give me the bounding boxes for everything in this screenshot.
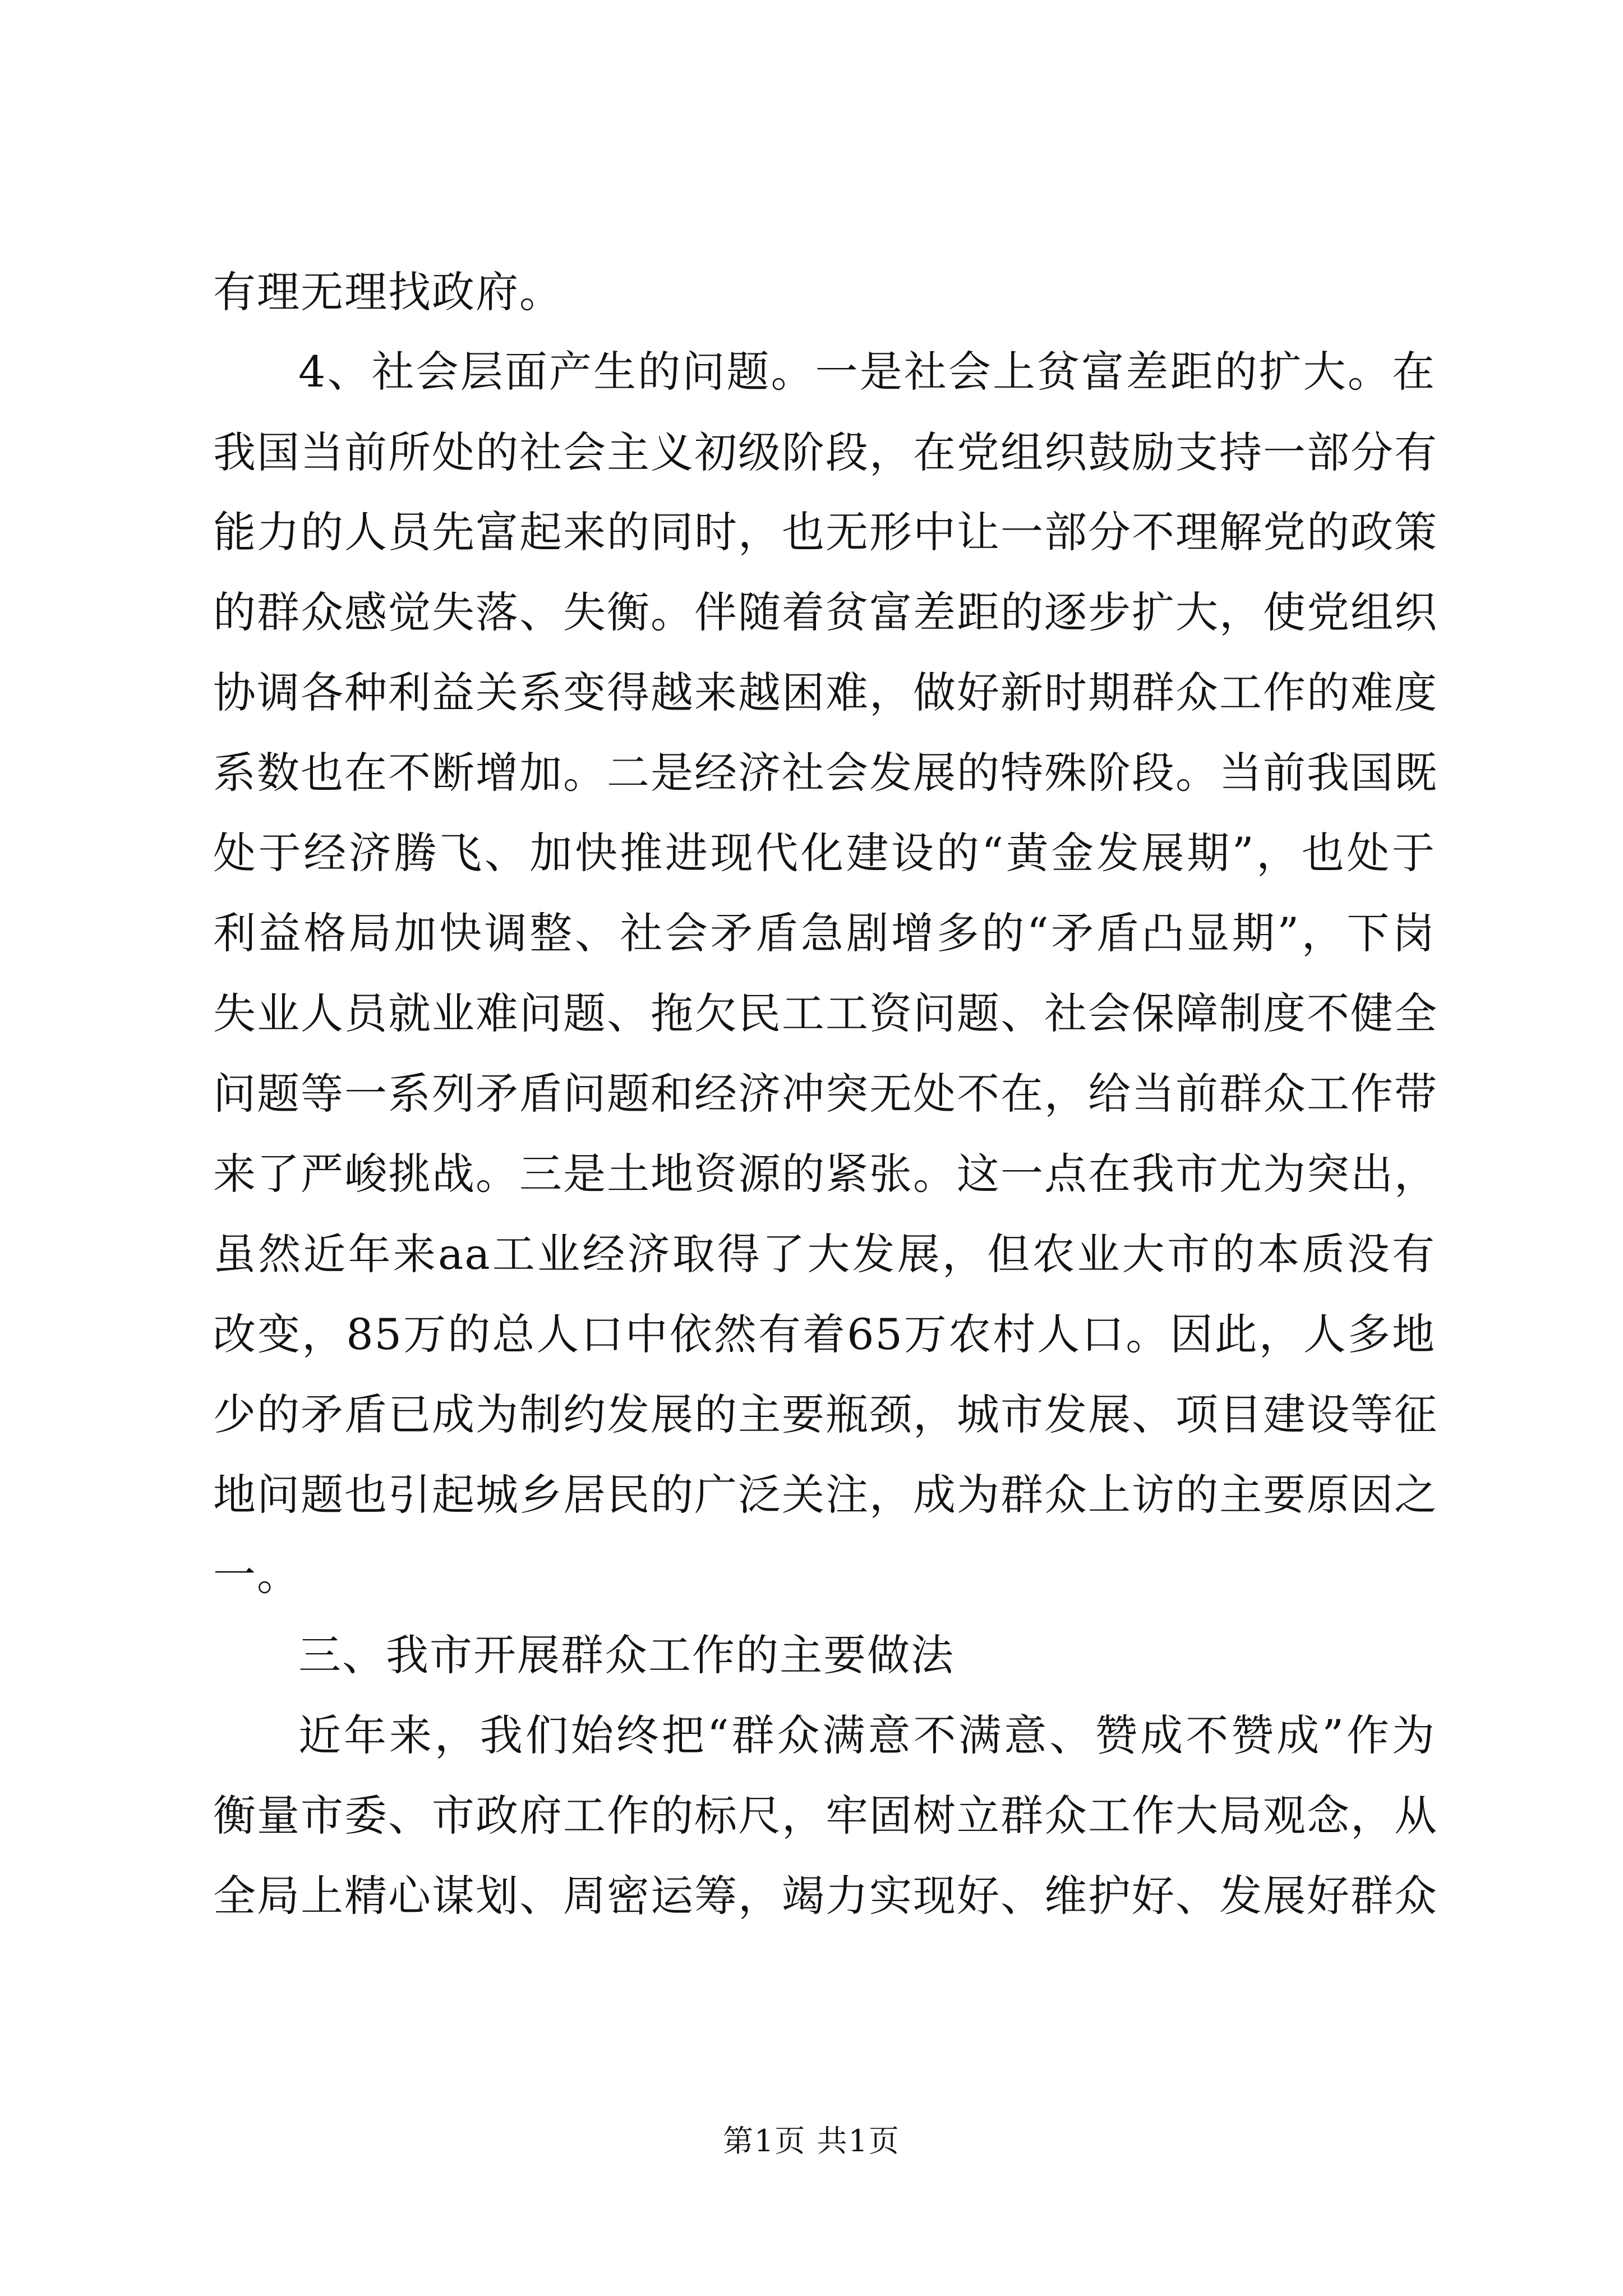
text-line: 改变，85万的总人口中依然有着65万农村人口。因此，人多地 [213, 1309, 1436, 1359]
text-line: 4、社会层面产生的问题。一是社会上贫富差距的扩大。在 [298, 347, 1436, 397]
text-line: 全局上精心谋划、周密运筹，竭力实现好、维护好、发展好群众 [213, 1871, 1438, 1921]
section-heading: 三、我市开展群众工作的主要做法 [298, 1630, 955, 1680]
page-footer: 第1页 共1页 [723, 2123, 900, 2159]
text-line: 问题等一系列矛盾问题和经济冲突无处不在，给当前群众工作带 [213, 1069, 1438, 1119]
text-line: 能力的人员先富起来的同时，也无形中让一部分不理解党的政策 [213, 507, 1438, 557]
text-line: 地问题也引起城乡居民的广泛关注，成为群众上访的主要原因之 [213, 1470, 1438, 1520]
text-line: 我国当前所处的社会主义初级阶段，在党组织鼓励支持一部分有 [213, 427, 1438, 477]
text-line: 一。 [213, 1550, 301, 1600]
text-line: 衡量市委、市政府工作的标尺，牢固树立群众工作大局观念，从 [213, 1791, 1438, 1841]
text-line: 失业人员就业难问题、拖欠民工工资问题、社会保障制度不健全 [213, 988, 1438, 1038]
text-line: 系数也在不断增加。二是经济社会发展的特殊阶段。当前我国既 [213, 748, 1438, 798]
text-line: 少的矛盾已成为制约发展的主要瓶颈，城市发展、项目建设等征 [213, 1389, 1438, 1439]
text-line: 有理无理找政府。 [213, 267, 563, 317]
text-line: 的群众感觉失落、失衡。伴随着贫富差距的逐步扩大，使党组织 [213, 587, 1438, 637]
text-line: 来了严峻挑战。三是土地资源的紧张。这一点在我市尤为突出， [213, 1149, 1438, 1199]
text-line: 协调各种利益关系变得越来越困难，做好新时期群众工作的难度 [213, 668, 1438, 717]
text-line: 近年来，我们始终把“群众满意不满意、赞成不赞成”作为 [298, 1710, 1436, 1760]
text-line: 处于经济腾飞、加快推进现代化建设的“黄金发展期”，也处于 [213, 828, 1436, 878]
text-line: 虽然近年来aa工业经济取得了大发展，但农业大市的本质没有 [213, 1229, 1436, 1279]
text-line: 利益格局加快调整、社会矛盾急剧增多的“矛盾凸显期”，下岗 [213, 908, 1436, 958]
